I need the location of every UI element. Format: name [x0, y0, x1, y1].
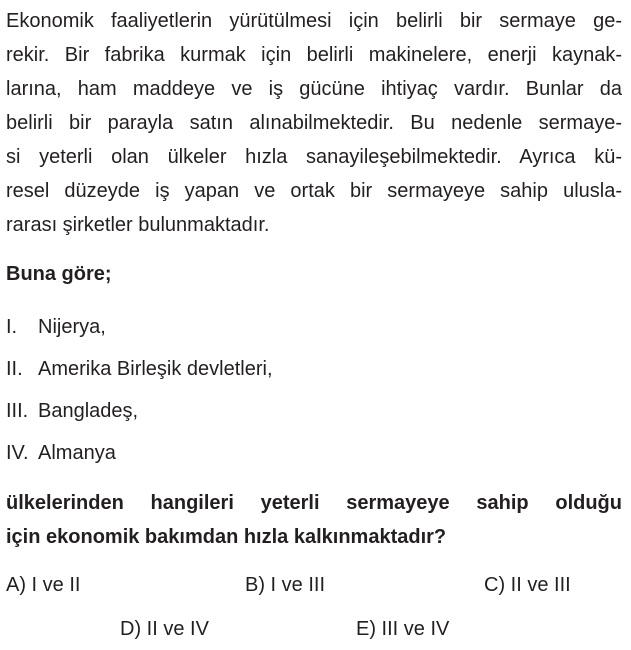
passage-line-5: si yeterli olan ülkeler hızla sanayileşebilmektedir. Ayrıca kü- [6, 146, 622, 168]
statement-text: Amerika Birleşik devletleri, [38, 358, 273, 380]
statement-text: Nijerya, [38, 316, 106, 338]
statement-4 [6, 436, 273, 478]
statement-list [6, 310, 273, 478]
answer-choice-b[interactable]: B) I ve III [245, 574, 326, 596]
statement-1 [6, 310, 273, 352]
statement-text: Bangladeş, [38, 400, 139, 422]
statement-text: Almanya [38, 442, 116, 464]
statement-numeral: I. [6, 316, 18, 338]
passage-line-4: belirli bir parayla satın alınabilmektedir. Bu nedenle sermaye- [6, 112, 622, 134]
answer-choice-a[interactable]: A) I ve II [6, 574, 81, 596]
answer-choice-c[interactable]: C) II ve III [484, 574, 571, 596]
passage-line-7: rarası şirketler bulunmaktadır. [6, 214, 270, 236]
passage-line-6: resel düzeyde iş yapan ve ortak bir sermayeye sahip ulusla- [6, 180, 622, 202]
question-line-1: ülkelerinden hangileri yeterli sermayeye sahip olduğu [6, 492, 622, 514]
statement-2 [6, 352, 273, 394]
question-stem [6, 486, 622, 554]
passage [6, 4, 622, 242]
answer-choice-e[interactable]: E) III ve IV [356, 618, 450, 640]
question-line-2: için ekonomik bakımdan hızla kalkınmaktadır? [6, 526, 447, 548]
statement-3 [6, 394, 273, 436]
statement-numeral: II. [6, 358, 23, 380]
passage-line-2: rekir. Bir fabrika kurmak için belirli makinelere, enerji kaynak- [6, 44, 622, 66]
statement-numeral: III. [6, 400, 29, 422]
passage-line-3: larına, ham maddeye ve iş gücüne ihtiyaç vardır. Bunlar da [6, 78, 622, 100]
passage-line-1: Ekonomik faaliyetlerin yürütülmesi için belirli bir sermaye ge- [6, 10, 622, 32]
answer-choice-d[interactable]: D) II ve IV [120, 618, 209, 640]
statement-numeral: IV. [6, 442, 29, 464]
question-intro: Buna göre; [6, 263, 112, 285]
